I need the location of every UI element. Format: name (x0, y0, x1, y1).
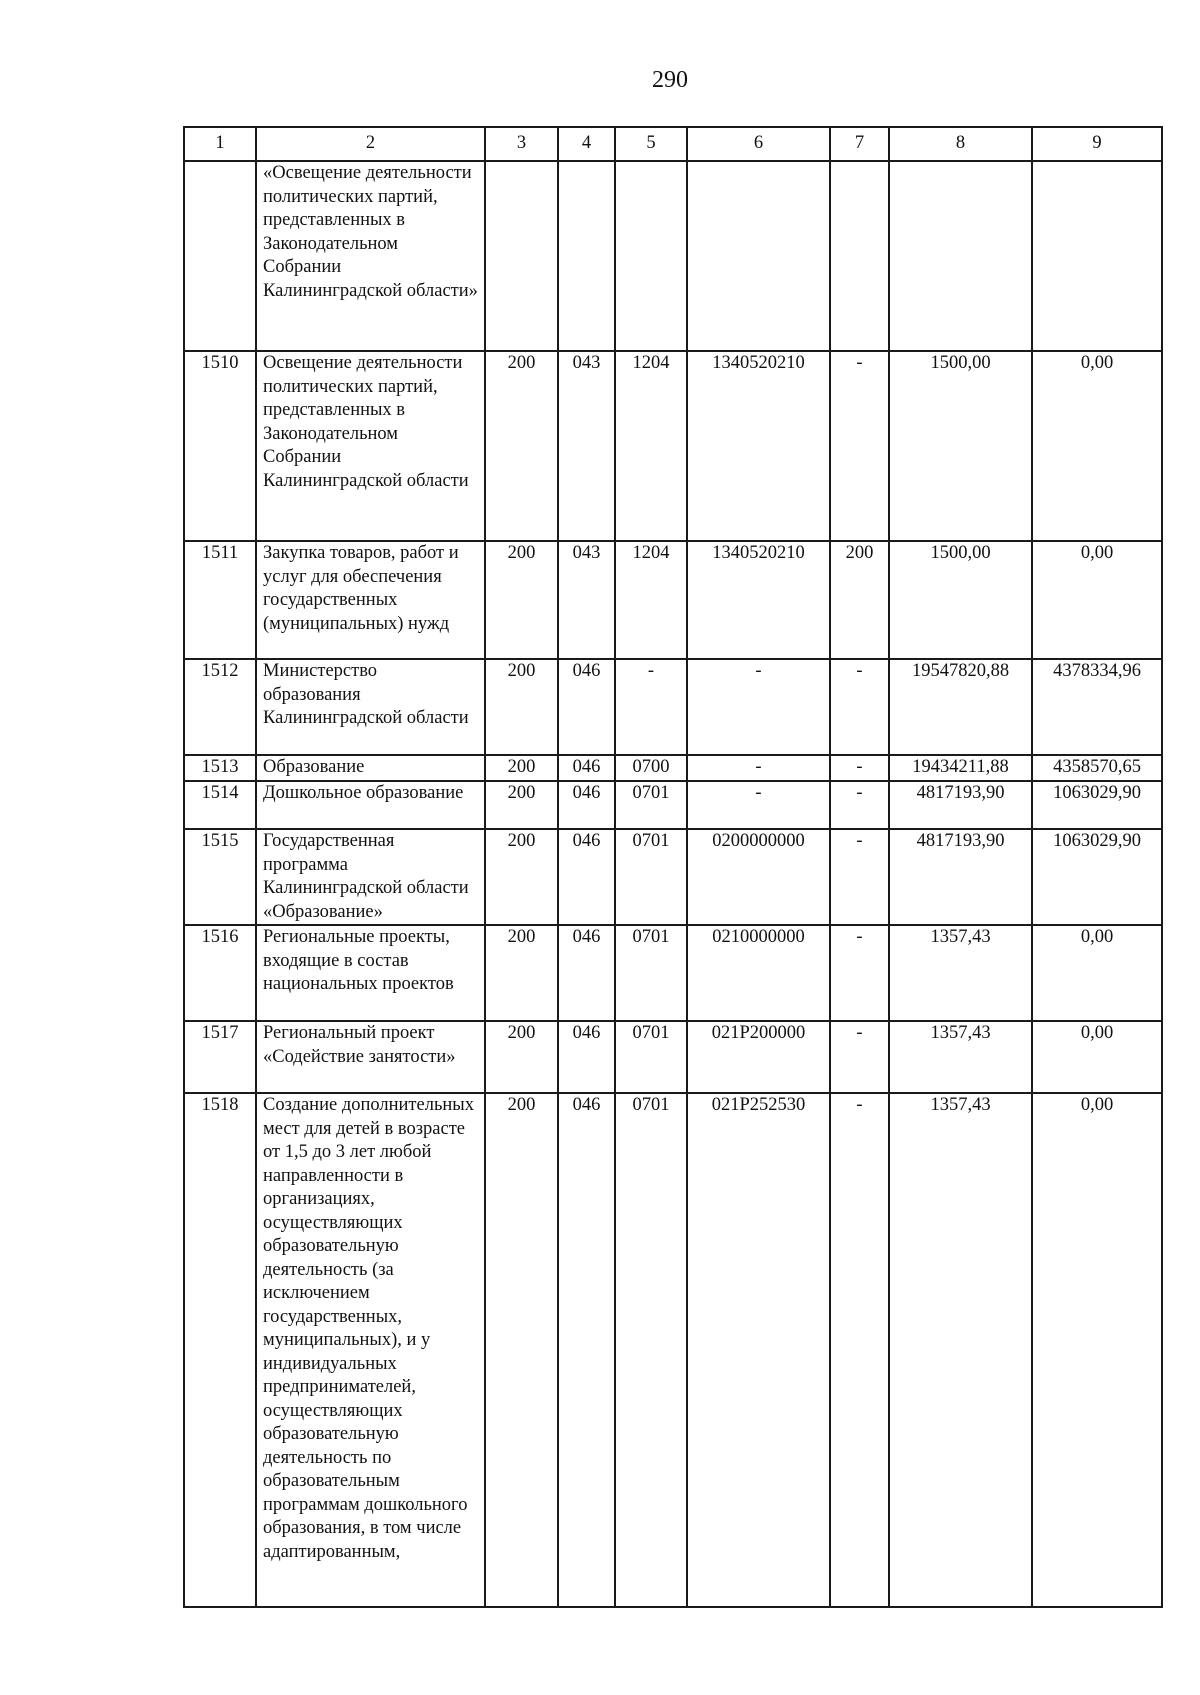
row-col8: 1357,43 (889, 1021, 1032, 1093)
table-row (184, 659, 1162, 755)
row-col6: - (687, 755, 830, 781)
row-col6 (687, 161, 830, 351)
header-row (184, 127, 1162, 161)
row-col4: 046 (558, 781, 615, 829)
row-col8: 1500,00 (889, 351, 1032, 541)
row-col8: 4817193,90 (889, 829, 1032, 925)
row-col5: - (615, 659, 687, 755)
row-col4: 043 (558, 541, 615, 659)
row-col8: 1357,43 (889, 1093, 1032, 1607)
row-col5: 0701 (615, 1093, 687, 1607)
row-col4: 046 (558, 925, 615, 1021)
row-col7 (830, 161, 889, 351)
row-number: 1516 (184, 925, 256, 1021)
row-col8: 1357,43 (889, 925, 1032, 1021)
row-col4: 046 (558, 829, 615, 925)
row-col4: 043 (558, 351, 615, 541)
row-name: Региональные проекты, входящие в состав национальных проектов (256, 925, 485, 1021)
row-col3 (485, 161, 558, 351)
table-row (184, 755, 1162, 781)
row-col9: 1063029,90 (1032, 781, 1162, 829)
row-col4: 046 (558, 1093, 615, 1607)
header-cell-9: 9 (1032, 127, 1162, 161)
row-col3: 200 (485, 351, 558, 541)
row-col5: 0701 (615, 781, 687, 829)
row-col5 (615, 161, 687, 351)
row-col4: 046 (558, 755, 615, 781)
row-col3: 200 (485, 781, 558, 829)
row-col9: 0,00 (1032, 1093, 1162, 1607)
row-col6: - (687, 659, 830, 755)
row-col5: 0700 (615, 755, 687, 781)
row-col7: - (830, 659, 889, 755)
row-col6: 1340520210 (687, 351, 830, 541)
row-col9: 4358570,65 (1032, 755, 1162, 781)
row-number (184, 161, 256, 351)
row-col6: 1340520210 (687, 541, 830, 659)
row-col5: 0701 (615, 829, 687, 925)
row-col6: 0210000000 (687, 925, 830, 1021)
row-number: 1517 (184, 1021, 256, 1093)
row-col5: 1204 (615, 351, 687, 541)
row-col7: - (830, 351, 889, 541)
row-col9: 4378334,96 (1032, 659, 1162, 755)
row-col7: - (830, 1093, 889, 1607)
row-col6: 0200000000 (687, 829, 830, 925)
row-col8 (889, 161, 1032, 351)
row-col7: 200 (830, 541, 889, 659)
row-number: 1513 (184, 755, 256, 781)
row-col9: 0,00 (1032, 541, 1162, 659)
row-col3: 200 (485, 1093, 558, 1607)
header-cell-5: 5 (615, 127, 687, 161)
row-col7: - (830, 829, 889, 925)
row-col8: 19547820,88 (889, 659, 1032, 755)
row-name: «Освещение деятельности политических партий, представленных в Законодательном Собрании Калининградской области» (256, 161, 485, 351)
table-row (184, 829, 1162, 925)
row-name: Региональный проект «Содействие занятости» (256, 1021, 485, 1093)
row-col5: 0701 (615, 1021, 687, 1093)
row-col3: 200 (485, 659, 558, 755)
row-col3: 200 (485, 829, 558, 925)
row-col7: - (830, 925, 889, 1021)
row-col9: 0,00 (1032, 351, 1162, 541)
row-number: 1511 (184, 541, 256, 659)
header-cell-2: 2 (256, 127, 485, 161)
row-col3: 200 (485, 1021, 558, 1093)
row-col4: 046 (558, 1021, 615, 1093)
row-col6: 021P252530 (687, 1093, 830, 1607)
row-col6: 021P200000 (687, 1021, 830, 1093)
row-name: Освещение деятельности политических партий, представленных в Законодательном Собрании Калининградской области (256, 351, 485, 541)
row-col8: 4817193,90 (889, 781, 1032, 829)
row-col7: - (830, 755, 889, 781)
row-col7: - (830, 781, 889, 829)
row-name: Дошкольное образование (256, 781, 485, 829)
table-row (184, 351, 1162, 541)
header-cell-3: 3 (485, 127, 558, 161)
row-col5: 1204 (615, 541, 687, 659)
row-col6: - (687, 781, 830, 829)
row-col9: 1063029,90 (1032, 829, 1162, 925)
row-name: Министерство образования Калининградской области (256, 659, 485, 755)
row-col3: 200 (485, 541, 558, 659)
row-number: 1515 (184, 829, 256, 925)
table-row (184, 541, 1162, 659)
budget-table (183, 126, 1163, 1608)
table-row (184, 1021, 1162, 1093)
row-number: 1510 (184, 351, 256, 541)
row-number: 1518 (184, 1093, 256, 1607)
row-number: 1514 (184, 781, 256, 829)
row-col8: 1500,00 (889, 541, 1032, 659)
row-col5: 0701 (615, 925, 687, 1021)
row-col9 (1032, 161, 1162, 351)
table-row (184, 161, 1162, 351)
row-col9: 0,00 (1032, 1021, 1162, 1093)
table-row (184, 1093, 1162, 1607)
header-cell-1: 1 (184, 127, 256, 161)
row-col8: 19434211,88 (889, 755, 1032, 781)
page-number: 290 (652, 67, 688, 93)
table-row (184, 781, 1162, 829)
table-row (184, 925, 1162, 1021)
row-col7: - (830, 1021, 889, 1093)
row-col3: 200 (485, 925, 558, 1021)
row-col3: 200 (485, 755, 558, 781)
row-name: Создание дополнительных мест для детей в возрасте от 1,5 до 3 лет любой направленности в организациях, осуществляющих образовательную деятельность (за исключением государственных, муниципальных), и у индивидуальных предпринимателей, осуществляющих образовательную деятельность по образовательным программам дошкольного образования, в том числе адаптированным, (256, 1093, 485, 1607)
row-name: Образование (256, 755, 485, 781)
row-col4: 046 (558, 659, 615, 755)
row-col9: 0,00 (1032, 925, 1162, 1021)
row-name: Государственная программа Калининградской области «Образование» (256, 829, 485, 925)
header-cell-4: 4 (558, 127, 615, 161)
row-number: 1512 (184, 659, 256, 755)
row-name: Закупка товаров, работ и услуг для обеспечения государственных (муниципальных) нужд (256, 541, 485, 659)
header-cell-7: 7 (830, 127, 889, 161)
row-col4 (558, 161, 615, 351)
header-cell-8: 8 (889, 127, 1032, 161)
header-cell-6: 6 (687, 127, 830, 161)
